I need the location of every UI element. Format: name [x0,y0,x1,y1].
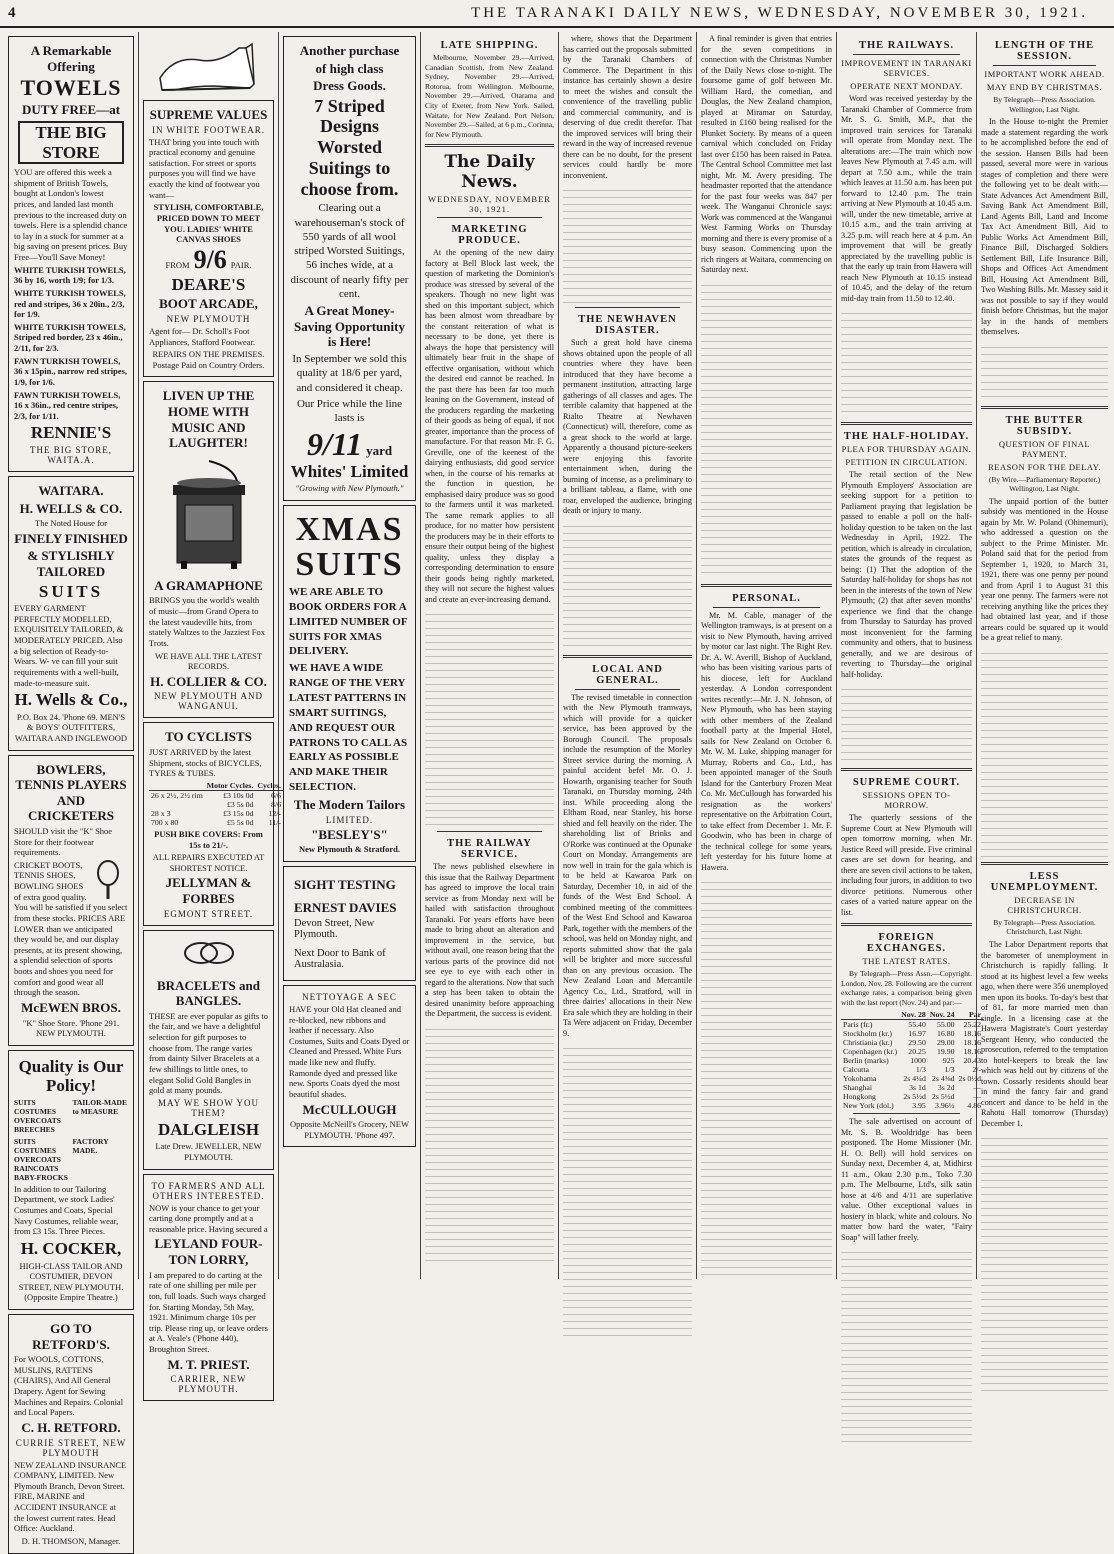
table-header [149,781,205,791]
table-cell: 25.22 [963,1020,982,1030]
table-cell: 16.80 [937,1029,955,1039]
insurance-notice: NEW ZEALAND INSURANCE COMPANY, LIMITED. New Plymouth Branch, Devon Street. FIRE, MARINE and ACCIDENT INSURANCE at the lowest current rates. Head Office: Auckland. [14,1459,127,1534]
ad-footer: Opposite McNeill's Grocery, NEW PLYMOUTH. 'Phone 497. [289,1119,409,1140]
article-subhead: PLEA FOR THURSDAY AGAIN. [841,444,972,454]
article-body: The unpaid portion of the butter subsidy was mentioned in the House again by Mr. W. Poland (Ohinemuri), who addressed a question on the subject to the Prime Minister. Mr. Poland said that for the period from September 1, 1920, to March 31, 1921, there was one penny per pound and from April 1 to August 31 this year one penny. The farmers were not receiving anything like the prices they had obtained last year, and if those arrears could be squared up it would be a great relief to many. [981,496,1108,643]
article-headline: LENGTH OF THE SESSION. [994,40,1095,62]
ad-headline: SUPREME VALUES [149,107,268,122]
ad-address: NEW PLYMOUTH [166,313,251,324]
ad-line: SUITS [38,581,104,601]
firm-name: H. WELLS & CO. [19,500,123,516]
ad-body: Our Price while the line lasts is [296,397,403,425]
article-dateline: By Telegraph—Press Association. Christchurch, Last Night. [993,917,1096,937]
ad-body: WE ARE ABLE TO BOOK ORDERS FOR A LIMITED NUMBER OF SUITS FOR XMAS DELIVERY. [289,586,408,658]
ad-cell: TAILOR-MADE to MEASURE [72,1097,127,1116]
firm-name: C. H. RETFORD. [21,1419,121,1435]
ad-footer: "K" Shoe Store. 'Phone 291. NEW PLYMOUTH. [22,1017,120,1039]
article-subhead: QUESTION OF FINAL PAYMENT. [998,438,1091,459]
ad-footer: New Plymouth & Stratford. [298,844,401,855]
price-unit: yard [366,442,393,458]
divider [437,831,542,832]
table-cell: 2/- [972,1065,982,1075]
exchange-rate-rows [841,1020,983,1111]
divider [841,768,972,771]
article-body: Melbourne, November 29.—Arrived, Canadian Scottish, from New Zealand. Sydney, November 29.—Arrived, Rotorua, from Wellington. Melbourne, November 29.—Arrived, Otarama and City of Exeter, from New York. Sailed, Waitate, for New Zealand. Port Nelson, November 29.—Sailed, at 6 p.m., Corinna, for New Plymouth. [425,53,554,139]
article-continuation [563,520,692,650]
article-subhead: SESSIONS OPEN TO-MORROW. [862,790,951,810]
section-heading: LATE SHIPPING. [440,40,539,51]
brand-name: "BESLEY'S" [311,826,388,842]
table-header: Motor Cycles. [206,780,254,790]
table-row [841,1074,983,1083]
ad-cell: SUITS COSTUMES OVERCOATS RAINCOATS BABY-FROCKS [14,1136,68,1182]
divider [425,144,554,147]
column-5 [559,32,697,1279]
column-8 [977,32,1112,1279]
ad-body: SHOULD visit the "K" Shoe Store for their footwear requirements. [14,825,113,858]
page-number: 4 [8,4,16,21]
table-cell: Christiania (kr.) [843,1038,893,1048]
ad-kicker: A Remarkable Offering [30,43,112,74]
ad-cell: SUITS COSTUMES OVERCOATS BREECHES [14,1097,61,1134]
price-line [289,425,410,462]
article-continuation [425,608,554,828]
page-title: THE TARANAKI DAILY NEWS, WEDNESDAY, NOVEMBER 30, 1921. [471,4,1088,21]
article-continuation [981,341,1108,401]
firm-name: McCULLOUGH [302,1101,397,1117]
ad-line: FINELY FINISHED [14,530,128,546]
price-unit: PAIR. [230,259,252,270]
ad-footer: REPAIRS ON THE PREMISES. Postage Paid on Country Orders. [152,349,265,370]
ad-line: Another purchase [299,43,400,58]
column-4 [421,32,559,1279]
article-headline: PERSONAL. [732,592,801,604]
article-body: Word was received yesterday by the Taranaki Chamber of Commerce from Mr. S. G. Smith, M.P., that the improved train services for Taranaki will operate from Monday next. The alterations are:—The train which now leaves New Plymouth at 7.45 a.m. will depart at 7.50 a.m., while the train which leaves at 11.50 a.m. has been put forward to 12.40 p.m. The train arriving at New Plymouth at 10.45 a.m. will, under the new timetable, arrive at 10.15 a.m., and the train arriving at 3.25 p.m. will reach here at 4 p.m. An improvement that will be greatly appreciated by the travelling public is that the early up train from Hawera will reach New Plymouth at 10.15 instead of 10.45, and the delay of the return mid-day train from 11.50 to 12.40. [841,94,972,303]
article-body: The sale advertised on account of Mr. S. B. Wooldridge has been postponed. The Home Missioner (Mr. H. O. Bell) will hold services on Sunday next, December 4, at, Midhirst 11 a.m., Okau 2.30 p.m., Toko 7.30 p.m. The Melbourne, Ltd's, silk satin hose at 4/6 and 4/11 are superlative value. Other exceptional values in hosiery in black, white and colours. No matter how hard the water, "Fairy Soap" will lather freely. [841,1117,972,1242]
table-cell: New York (dol.) [843,1101,894,1111]
ad-headline: LIVEN UP THE HOME WITH MUSIC AND LAUGHTER! [162,388,255,451]
table-cell: 3.96½ [935,1101,955,1111]
article-headline: LESS UNEMPLOYMENT. [990,870,1099,893]
jellyman-cycles-ad [143,722,281,925]
ad-address: CURRIE STREET, NEW PLYMOUTH [15,1437,127,1458]
big-store-towels-ad [8,36,134,472]
article-body: The revised timetable in connection with the New Plymouth tramways, which will provide for a quicker service, has been approved by the Borough Council. The proposals include the resumption of the Morley Street service during the morning. A painful accident befel Mr. O. J. Howarth, organising teacher for South Taranaki, on Thursday morning, 24th inst. While proceeding along the Eltham Road, near Stanley, his horse shied and fell heavily on the rider. The shareholding list of Brinks and O'Rorke was continued at the Opunake Court on Monday. Arrangements are now well in train for the gala which is to be held at Kawaroa Park on Saturday, December 10, in aid of the funds of the West End School. A combined meeting of the committees of the West End School and Kawaroa Park, together with the members of the school, was held on Monday night, and reports submitted show that the gala will be brighter and more successful than on any previous occasion. The New Zealand Loan and Mercantile Agency Co., Ltd., Stratford, will in three dairies' allocations in their New Era sale which they are holding in their Ta Were adjacent on Friday, December 9. [563,692,692,1038]
ad-note: WE HAVE ALL THE LATEST RECORDS. [154,650,263,672]
divider [993,65,1096,66]
ad-headline: SIGHT TESTING [294,876,396,892]
ad-body: In addition to our Tailoring Department, we stock Ladies' Costumes and Coats, Special Navy Costumes, reliable wear, from £3 15s. Three Pieces. [14,1183,119,1237]
column-3 [279,32,421,1279]
table-row [841,1065,983,1074]
firm-name: H. Wells & Co., [14,690,128,710]
bracelet-illustration [179,935,239,971]
table-cell: £3 10s 0d [223,790,254,800]
table-cell: 4.86 [967,1101,982,1111]
ad-grid [14,1098,128,1134]
column-2 [139,32,281,1395]
ad-body: NOW is your chance to get your carting done promptly and at a reasonable price. Having secured a [149,1202,268,1234]
table-cell: 29.00 [937,1038,955,1048]
table-cell: £3 5s 0d [226,799,254,809]
divider [575,689,680,690]
table-row [841,1047,983,1056]
priest-carrier-ad [143,1174,274,1402]
list-item: WHITE TURKISH TOWELS, red and stripes, 36 x 20in., 2/3, for 1/9. [14,287,126,320]
ad-line: Dress Goods. [313,78,386,94]
ad-body: I am prepared to do carting at the rate of one shilling per mile per ton, full loads. Such ways charged for. Starting Monday, 5th May, 1921. Minimum charge 10s per trip. Please ring up, or leave orders at A. Veale's ('Phone 440), Broughton Street. [149,1269,268,1354]
ad-headline: 7 Striped Designs Worsted Suitings to choose from. [300,95,399,199]
wells-tailor-ad [8,476,134,751]
davies-optician-ad [283,866,416,981]
table-cell: 2s 5½d [932,1092,955,1102]
ad-cta: MAY WE SHOW YOU THEM? [158,1097,259,1118]
ad-sub: DUTY FREE—at [21,102,121,118]
firm-name: The Modern Tailors [293,796,406,812]
ad-body: For WOOLS, COTTONS, MUSLINS, RATTENS (CHAIRS), And All General Drapery. Agent for Sewing Machines and Repairs. Colonial and Local Papers. [14,1354,124,1418]
table-cell: 3s 1d [909,1083,926,1093]
ad-headline: TOWELS [20,75,122,101]
ad-body: EVERY GARMENT PERFECTLY MODELLED, EXQUISITELY TAILORED, & MODERATELY PRICED. Also a big selection of Ready-to-Wears. W- ve can fill your suit requirements with a well-built, made-to-measure suit. [14,603,124,688]
ad-note: PUSH BIKE COVERS: From 15s to 21/-. [154,828,263,850]
article-headline: THE RAILWAYS. [858,40,955,51]
table-row [149,790,283,800]
article-subhead: REASON FOR THE DELAY. [988,461,1101,472]
table-cell: Shanghai [843,1083,873,1093]
table-header: Nov. 28 [901,1010,926,1020]
table-cell: 3s 2d [937,1083,955,1093]
firm-name: H. COLLIER & CO. [150,673,267,689]
table-row [149,818,283,827]
divider [981,406,1108,409]
ad-footer: Late Drew. JEWELLER, NEW PLYMOUTH. [155,1141,262,1162]
ad-headline: GO TO RETFORD'S. [32,1321,110,1352]
table-cell: 16.97 [908,1029,926,1039]
article-body: At the opening of the new dairy factory at Bell Block last week, the question of marketing the Dominion's produce was stressed by several of the speakers. Though no new light was shed on this important subject, which has been almost worn threadbare by the constant reiteration of what is necessary to be done, yet there is always the hope that persistency will ultimately bear fruit in the shape of effective organisation, without which the desired end cannot be reached. In the past there has been far too much leaning on the Government, instead of the producers regarding the marketing of their goods as being of equal, if not greater, importance than the process of manufacture. For that reason Mr. F. G. Greville, one of the keenest of the dairying enthusiasts, did good service when, in the course of his remarks at the function in question, he emphasised dairy produce was so good to the farmers until it was marketed. The same remark applies to all produce, for no matter how persistent the producers may be in their efforts to ensure their output being of the highest quality, unless they display a corresponding determination to ensure their goods being rightly marketed, they will not secure the highest values and create an ever-increasing demand. [425,248,554,604]
divider [563,655,692,658]
table-cell: 3.95 [912,1101,926,1111]
dalgleish-jeweller-ad [143,930,274,1170]
table-cell: 12/- [268,808,281,818]
divider [841,923,972,926]
article-body: Mr. M. Cable, manager of the Wellington tramways, is at present on a visit to New Plymouth, having arrived by motor car last night. The Right Rev. Dr. A. W. Averill, Bishop of Auckland, who has been visiting various parts of his diocese, left for Auckland yesterday. A London correspondent writes recently:—Mr. J. N. Johnson, of New Plymouth, who has been staying with other members of the Zealand football party at the Imperial Hotel, sails for New Zealand on October 6. Mr. W. M. Luke, shipping manager for Murray, Roberts and Co., Ltd., has been appointed manager of the South Island for the Canterbury Frozen Meat Co. Mr. McCullough has forwarded his resignation as the workers' representative on the Arbitration Court, to take effect from December 1. Mr. F. Goodwin, who has been in charge of the technical college for some years, left yesterday for his future home at Hawera. [701,610,832,872]
table-cell: 19.90 [937,1047,955,1057]
table-cell: Hongkong [843,1092,876,1102]
table-cell: £5 5s 0d [226,817,254,827]
ad-footer: EGMONT STREET. [163,908,254,919]
ad-line: of high class [315,60,384,76]
table-header: Cycles. [257,780,281,790]
whites-suitings-ad [283,36,416,501]
divider [853,1113,960,1114]
table-cell: 1/3 [944,1065,955,1075]
firm-name: JELLYMAN & FORBES [165,875,252,906]
column-7 [837,32,982,1279]
ad-footer: HIGH-CLASS TAILOR AND COSTUMIER, DEVON STREET, NEW PLYMOUTH. (Opposite Empire Theatre.) [18,1260,124,1303]
article-continuation [841,1246,972,1446]
article-headline: SUPREME COURT. [852,777,961,788]
article-subhead: MAY END BY CHRISTMAS. [986,82,1103,92]
article-body: The Labor Department reports that the barometer of unemployment in Christchurch is rapidly falling. It stood at its highest level a few weeks ago, when there were 356 unemployed men upon its books. To-day's best that of 81, far more married men than single. In a licensing case at the Hawera Magistrate's Court yesterday Sergeant Henry, who conducted the prosecution, referred to the temptation to hotel-keepers to break the law which was held out by citizens of the town. Cossarly residents should bear in mind the fancy fair and grand concert and dance to be held in the Rahotu Hall tomorrow (Thursday) December 1. [981,940,1108,1128]
list-item: FAWN TURKISH TOWELS, 36 x 15pin., narrow red stripes, 1/9, for 1/6. [14,355,128,387]
firm-name: DEARE'S [171,274,246,294]
table-cell: Paris (fr.) [843,1020,873,1030]
table-cell: — [973,1083,982,1093]
tennis-racket-icon [88,860,128,900]
ad-body: Clearing out a warehouseman's stock of 550 yards of all wool striped Worsted Suitings, 56 inches wide, at a discount of nearly fifty per cent. [290,202,409,300]
article-headline: THE RAILWAY SERVICE. [447,838,532,861]
ad-note: ALL REPAIRS EXECUTED AT SHORTEST NOTICE. [152,852,265,873]
firm-sub: LIMITED. [325,814,374,825]
modern-tailors-ad [283,505,416,862]
table-cell: 29.50 [908,1038,926,1048]
ad-headline: BRACELETS and BANGLES. [157,977,260,1009]
exchange-rate-table [841,1010,983,1110]
ad-footer: D. H. THOMSON, Manager. [21,1535,121,1546]
cocker-tailor-ad [8,1050,134,1310]
article-headline: FOREIGN EXCHANGES. [866,932,947,954]
brand-name: RENNIE'S [30,423,112,443]
firm-name: M. T. PRIEST. [167,1356,250,1372]
article-subhead: DECREASE IN CHRISTCHURCH. [1007,894,1082,915]
ad-body: WE HAVE A WIDE RANGE OF THE VERY LATEST PATTERNS IN SMART SUITINGS, AND REQUEST OUR PATRONS TO CALL AS EARLY AS POSSIBLE AND MAKE THEIR SELECTION. [289,662,408,794]
table-cell: 2s 5½d [903,1092,926,1102]
table-row [841,1101,983,1110]
ad-footer: CARRIER, NEW PLYMOUTH. [170,1374,247,1395]
deare-footwear-ad [143,100,274,377]
divider [853,54,960,55]
table-row [841,1092,983,1101]
ad-address: Devon Street, New Plymouth. [294,917,375,940]
column-1 [4,32,139,1546]
firm-name: ERNEST DAVIES [294,900,397,916]
ad-highlight: A Great Money-Saving Opportunity is Here! [294,303,405,350]
table-cell: 2s 4⅜d [932,1074,955,1084]
article-subhead: PETITION IN CIRCULATION. [845,457,968,467]
ad-grid [14,1137,128,1182]
article-continuation [841,683,972,763]
article-body: The quarterly sessions of the Supreme Court at New Plymouth will open tomorrow morning, when Mr. Justice Reed will preside. Five criminal cases are set down for hearing, and there are seven civil actions to be taken, including four jurors, in addition to two divorce petitions. Numerous other cases of a varied nature appear on the list. [841,813,972,917]
table-cell: £3 15s 0d [223,808,254,818]
table-row [841,1083,983,1092]
article-continuation [981,647,1108,857]
collier-gramophone-ad [143,381,274,718]
article-headline: THE NEWHAVEN DISASTER. [578,314,677,336]
retford-drapery-ad [8,1314,134,1554]
table-row [841,1020,983,1030]
article-body: A final reminder is given that entries for the seven competitions in connection with the Christmas Number of the Daily News close to-night. The foursome game of golf between Mr. William Hard, the comedian, and Douglas, the New Zealand champion, played at Miramar on Saturday, resulted in £160 being realised for the Plunket Society. By means of a queen carnival which concluded on Friday last over £150 has been raised in Patea. The Central School Committee met last night, Mr. M. Avery presiding. The headmaster reported that the attendance for the past four weeks was 847 per week. The Wanganui Chronicle says: Work was commenced at the Wanganui West Farming Works on Thursday morning and there is every promise of a busy season. Commencing upon the rich ringers at Waitara, commencing on Saturday next. [701,34,832,274]
divider [701,584,832,587]
ad-kicker: WAITARA. [38,482,104,498]
ad-footer: P.O. Box 24. 'Phone 69. MEN'S & BOYS' OUTFITTERS, WAITARA AND INGLEWOOD [14,711,128,743]
table-cell: 925 [942,1056,955,1066]
ad-headline: NETTOYAGE A SEC [302,991,397,1002]
ad-line: & STYLISHLY TAILORED [27,548,115,579]
price: 9/11 [306,425,363,462]
table-cell: 18.16 [963,1038,982,1048]
table-cell: 20.43 [963,1056,982,1066]
firm-sub: BOOT ARCADE, [159,296,258,312]
table-cell: 2s 4¼d [903,1074,926,1084]
cycle-price-table [149,781,283,827]
product-name: A GRAMAPHONE [154,577,263,593]
store-logo: THE BIG STORE [18,121,124,164]
article-body: Such a great hold have cinema shows obtained upon the people of all countries where they have been introduced that they have become a permanent institution, attracting large gatherings of all classes and ages. The terrible calamity that happened at the Rialto Theatre at Newhaven (Connecticut) will, therefore, come as a great shock to the world at large. Apparently a thousand picture-seekers were enjoying this favorite entertainment when, during the burning of incense, as a preliminary to a brilliant tableau, a flame, with one roar, enveloped the audience, bringing death or injury to many. [563,338,692,515]
article-continuation [981,1132,1108,1392]
firm-name: DALGLEISH [157,1119,260,1139]
article-subhead: THE LATEST RATES. [862,956,951,966]
table-cell: 6/6 [271,790,281,800]
ad-body: THESE are ever popular as gifts to the fair, and we have a delightful selection for gift purposes to choose from. The range varies from dainty Silver Bracelets at a few shillings to little ones, to elegant Solid Gold Bangles in gold at many pounds. [149,1010,268,1096]
newspaper-nameplate: The Daily News. [444,152,535,193]
divider [713,607,820,608]
article-continuation [563,184,692,304]
table-cell: 28 x 3 [151,808,171,818]
table-cell: 55.00 [937,1020,955,1030]
table-cell: Stockholm (kr.) [843,1029,892,1039]
ad-body: THAT bring you into touch with practical economy and genuine satisfaction. For street or sports purposes you will find we have exactly the kind of footwear you want— [149,136,260,200]
table-row [841,1038,983,1047]
article-subhead: IMPROVEMENT IN TARANAKI SERVICES. [841,58,972,78]
article-headline: MARKETING PRODUCE. [451,224,528,247]
article-continuation [563,1042,692,1342]
ad-body: JUST ARRIVED by the latest Shipment, stocks of BICYCLES, TYRES & TUBES. [149,747,262,779]
ad-sub: LEYLAND FOUR-TON LORRY, [154,1236,263,1268]
gramophone-illustration [163,453,255,571]
table-cell: 11/- [268,817,281,827]
ad-tag: The Noted House for [35,518,107,529]
table-cell: Berlin (marks) [843,1056,889,1066]
article-body: The retail section of the New Plymouth Employers' Association are seeking support for a petition to Parliament praying that legislation be passed to enable a poll on the half-holiday question to be taken on the last Wednesday in April, 1922. The petition, which is already in circulation, states the grounds of the request as being: (1) That the adoption of the Saturday half-holiday for shops has not been in the interests of the town of New Plymouth; (2) that after seven months' experience we find that the change from Thursday to Saturday has proved most inconvenient for the farming community and others, that to business generally, and we are desirous of reverting to Thursday—the original half-holiday. [841,470,972,679]
dateline: WEDNESDAY, NOVEMBER 30, 1921. [428,194,551,215]
article-continuation [701,279,832,579]
ad-footer: NEW PLYMOUTH AND WANGANUI. [154,691,263,712]
ad-cell: FACTORY MADE. [72,1136,109,1155]
ad-headline: TO CYCLISTS [165,729,252,745]
table-cell [149,800,205,809]
ad-features: STYLISH, COMFORTABLE, PRICED DOWN TO MEET YOU. LADIES' WHITE CANVAS SHOES [153,202,264,245]
divider [575,307,680,308]
article-continuation [425,1023,554,1263]
article-headline: THE BUTTER SUBSIDY. [1005,414,1084,437]
table-cell: 1/3 [915,1065,926,1075]
table-cell: 26 x 2½, 2½ rim [151,790,203,800]
table-cell: 1000 [910,1056,926,1066]
firm-name: H. COCKER, [20,1238,122,1258]
table-cell: 55.40 [908,1020,926,1030]
article-continuation [841,307,972,417]
table-cell: 700 x 80 [151,817,179,827]
ad-headline: Quality is Our Policy! [18,1056,124,1096]
table-row [841,1029,983,1038]
table-cell: Calcutta [843,1065,869,1075]
shoe-illustration [154,38,264,96]
article-body: The news published elsewhere in this issue that the Railway Department has agreed to improve the local train service as from Monday next will be hailed with satisfaction throughout Taranaki. For years efforts have been made to bring about an alteration and improvement in the service, but without avail, one reason being that the various parts of the province did not see eye to eye with each other in regard to the alterations. Now that such a step has been taken to obtain the desired unanimity before approaching the Department, the success is evident. [425,862,554,1019]
table-header: Nov. 24 [929,1010,955,1020]
firm-name: McEWEN BROS. [21,999,121,1015]
mccullough-cleaner-ad [283,985,416,1147]
article-subhead: IMPORTANT WORK AHEAD. [984,69,1105,79]
ad-footer: THE BIG STORE, WAITA.A. [29,444,113,465]
article-headline: LOCAL AND GENERAL. [592,663,663,686]
table-row [841,1056,983,1065]
mcewen-sports-ad [8,755,134,1046]
ad-body: YOU are offered this week a shipment of British Towels, bought at London's lowest prices, and landed last month previous to the increased duty on towels. Here is a splendid chance to lay in a stock for summer at a big saving on present prices. Buy Free—You'll Save Money! [14,167,128,263]
ad-headline: XMAS SUITS [295,510,404,584]
table-cell: — [973,1092,982,1102]
ad-body: BRINGS you the world's wealth of music—from Grand Opera to the latest vaudeville hits, from stately Waltzes to the Jazziest Fox Trots. [149,595,266,648]
ad-note: Next Door to Bank of Australasia. [294,947,386,970]
table-cell: 8/6 [271,799,281,809]
table-cell: 18.16 [963,1047,982,1057]
ad-headline: BOWLERS, TENNIS PLAYERS AND CRICKETERS [15,761,127,824]
ad-footer: "Growing with New Plymouth." [295,483,404,494]
list-item: FAWN TURKISH TOWELS, 16 x 36in., red centre stripes, 2/3, for 1/11. [14,389,121,421]
divider [981,862,1108,865]
list-item: WHITE TURKISH TOWELS, 36 by 16, worth 1/9; for 1/3. [14,264,126,286]
table-cell: Yokohama [843,1074,877,1084]
table-cell: 18.16 [963,1029,982,1039]
table-header [841,1010,899,1020]
table-row [149,800,283,809]
ad-body: CRICKET BOOTS, TENNIS SHOES, BOWLING SHOES of extra good quality. You will be satisfied if you select from these stocks. PRICES ARE LOWER than we anticipated they would be, and our display presents, at its present showing, a splendid selection of sports boots and shoes you need for comfort and good wear all through the season. [14,859,128,998]
firm-name: Whites' Limited [290,461,409,481]
article-subhead: OPERATE NEXT MONDAY. [850,81,963,91]
article-body: where, shows that the Department has carried out the proposals submitted by the Taranaki Chambers of Commerce. The Department in this instance has certainly shown a desire to meet the wishes and consult the convenience of the travelling public and commercial community, and is deserving of due credit therefor. That the improved services will bring their reward in the way of increased revenue there can be no doubt, for the present services could hardly be more inconvenient. [563,34,692,180]
table-cell: 2s 0½d [958,1074,982,1084]
table-header: Par [957,1010,984,1020]
ad-body: In September we sold this quality at 18/6 per yard, and considered it cheap. [292,353,407,394]
divider [437,217,542,218]
price-line [149,244,268,274]
list-item: WHITE TURKISH TOWELS, Striped red border, 23 x 46in., 2/11, for 2/3. [14,321,126,354]
article-headline: THE HALF-HOLIDAY. [843,431,970,442]
ad-body: HAVE your Old Hat cleaned and re-blocked, new ribbons and leather if necessary. Also Costumes, Suits and Coats Dyed or Cleaned and Pressed. White Furs made like new and fluffy. Ramonde dyed and pressed like new. Sports Coats dyed the most beautiful shades. [289,1003,410,1099]
ad-body: Agent for— Dr. Scholl's Foot Appliances, Stafford Footwear. [149,325,256,347]
ad-headline: TO FARMERS AND ALL OTHERS INTERESTED. [151,1180,266,1201]
article-body: By Telegraph—Press Assn.—Copyright. London, Nov. 28. Following are the current exchange rates, a comparison being given with the last report (Nov. 24) and par:— [841,969,972,1007]
article-dateline: (By Wire.—Parliamentary Reporter.) Wellington, Last Night. [988,474,1101,494]
price-label: FROM [165,259,190,270]
article-dateline: By Telegraph—Press Association. Wellington, Last Night. [993,95,1096,114]
table-cell: 20.25 [908,1047,926,1057]
table-cell: Copenhagen (kr.) [843,1047,898,1057]
article-body: In the House to-night the Premier made a statement regarding the work to be accomplished before the end of the session. Hansen Bills had been passed, several more were in various stages of completion and there were the following yet to be dealt with:—State Advances Act Amendment Bill, Saving Bank Act Amendment Bill, Land Agents Bill, Land and Income Tax Act Amendment Bill, Aid to Public Works Act Amendment Bill, Finance Bill, Discharged Soldiers Settlement Bill, Life Insurance Bill, Shops and Offices Act Amendment Bill, Housing Act Amendment Bill, Two Washing Bills. Mr. Massey said it was not possible to say if they would finish before Christmas, but the major lay in the hands of members themselves. [981,117,1108,337]
article-continuation [701,876,832,1276]
masthead [0,0,1114,28]
ad-sub: IN WHITE FOOTWEAR. [151,124,266,135]
price: 9/6 [193,244,227,274]
column-6 [697,32,837,1279]
table-row [149,809,283,818]
divider [841,422,972,425]
